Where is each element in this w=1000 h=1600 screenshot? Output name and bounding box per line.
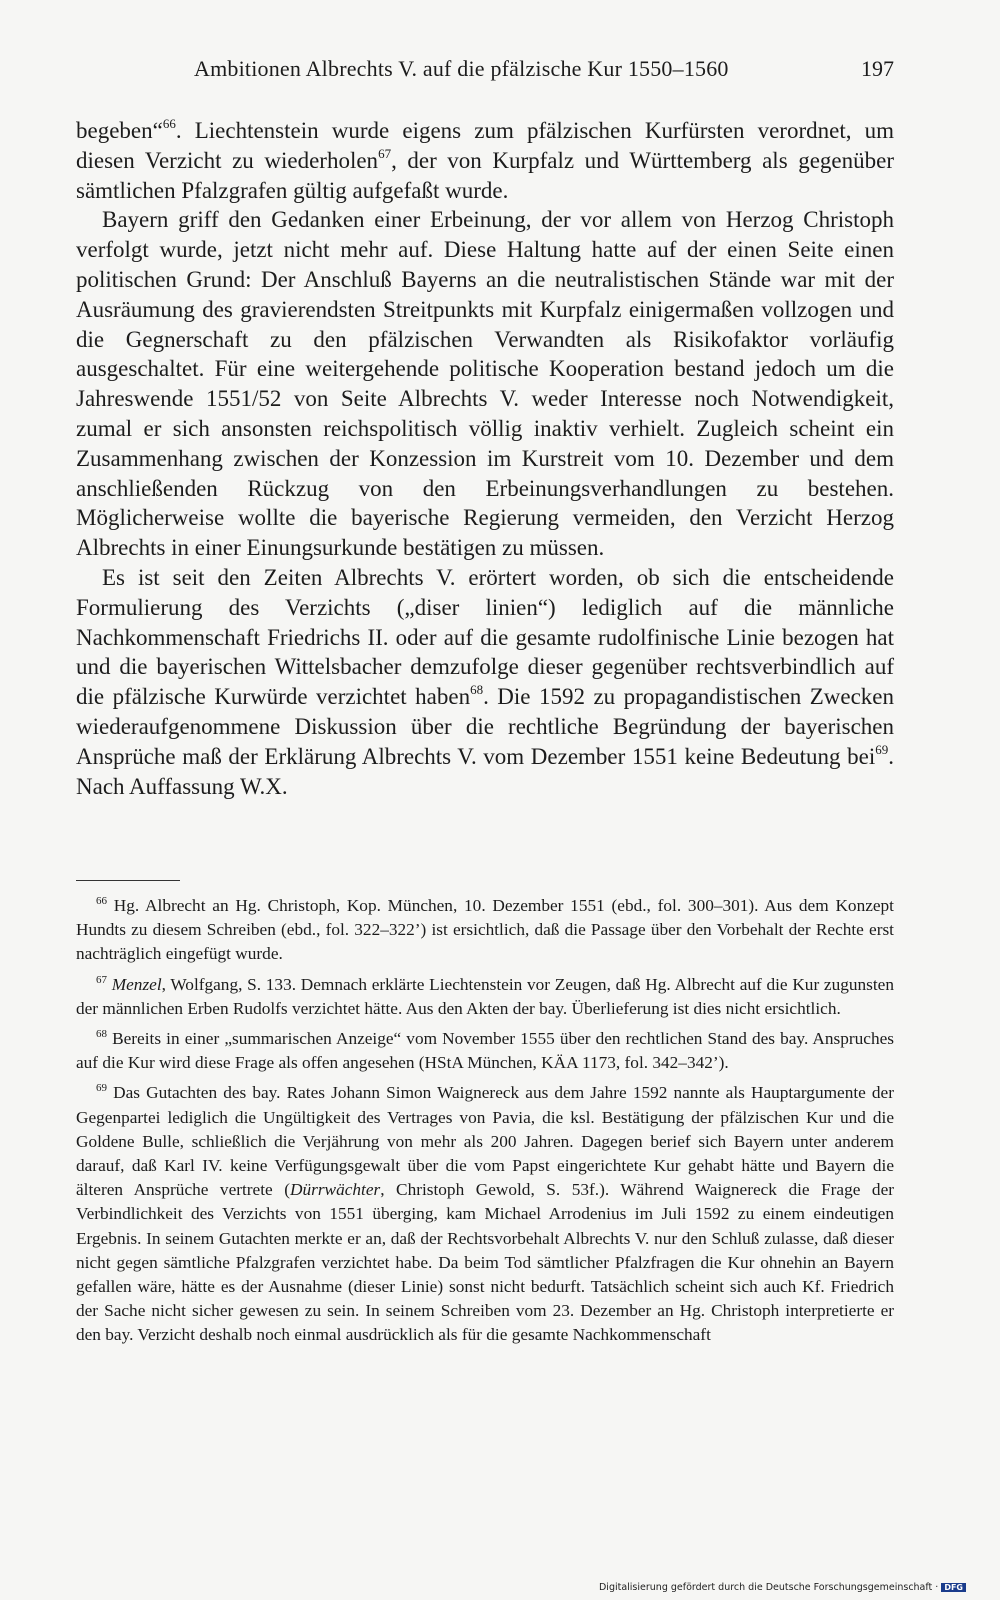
- footnote-number: 67: [96, 973, 107, 986]
- text-run: , der von Kurpfalz und Württemberg als gegenüber sämtlichen Pfalzgrafen gültig aufgefaßt wurde.: [76, 147, 894, 203]
- page-header: [76, 56, 894, 88]
- footnote-number: 68: [96, 1028, 107, 1041]
- footnote-text: Das Gutachten des bay. Rates Johann Simon Waignereck aus dem Jahre 1592 nannte als Hauptargumente der Gegenpartei lediglich die Ungültigkeit des Vertrages von Pavia, die ksl. Bestätigung der pfälzischen Kur und die Goldene Bulle, schließlich die Verjährung von mehr als 200 Jahren. Dagegen berief sich Bayern unter anderem darauf, daß Karl IV. keine Verfügungsgewalt über die vom Papst eingerichtete Kur gehabt hätte und Bayern die älteren Ansprüche vertrete (: [76, 1083, 894, 1200]
- dfg-logo-icon: DFG: [941, 1583, 966, 1592]
- footnote-number: 66: [96, 895, 107, 908]
- author-name: Menzel: [111, 974, 162, 994]
- text-run: Es ist seit den Zeiten Albrechts V. erörtert worden, ob sich die entscheidende Formulierung des Verzichts („diser linien“) lediglich auf die männliche Nachkommenschaft Friedrichs II. oder auf die gesamte rudolfinische Linie bezogen hat und die bayerischen Wittelsbacher demzufolge dieser gegenüber rechtsverbindlich auf die pfälzische Kurwürde verzichtet haben: [76, 564, 894, 710]
- text-run: . Die 1592 zu propagandistischen Zwecken wiederaufgenommene Diskussion über die rechtliche Begründung der bayerischen Ansprüche maß der Erklärung Albrechts V. vom Dezember 1551 keine Bedeutung bei: [76, 684, 894, 769]
- footnote-divider: [76, 880, 180, 881]
- paragraph-3: [76, 563, 894, 801]
- footnote-text: , Wolfgang, S. 133. Demnach erklärte Liechtenstein vor Zeugen, daß Hg. Albrecht auf die Kur zugunsten der männlichen Erben Rudolfs verzichtet hätte. Aus den Akten der bay. Überlieferung ist dies nicht ersichtlich.: [76, 974, 894, 1018]
- running-head: Ambitionen Albrechts V. auf die pfälzische Kur 1550–1560: [194, 56, 729, 81]
- main-text: [76, 116, 894, 801]
- footnote-text: Hg. Albrecht an Hg. Christoph, Kop. München, 10. Dezember 1551 (ebd., fol. 300–301). Aus dem Konzept Hundts zu diesem Schreiben (ebd., fol. 322–322’) ist ersichtlich, daß die Passage über den Vorbehalt der Rechte erst nachträglich eingefügt wurde.: [76, 896, 894, 964]
- text-run: . Liechtenstein wurde eigens zum pfälzischen Kurfürsten verordnet, um diesen Verzicht zu wiederholen: [76, 118, 894, 173]
- footnote-ref-66: 66: [162, 116, 176, 132]
- footnote-text: Bereits in einer „summarischen Anzeige“ vom November 1555 über den rechtlichen Stand des bay. Anspruches auf die Kur wird diese Frage als offen angesehen (HStA München, KÄA 1173, fol. 342–342’).: [76, 1029, 894, 1073]
- paragraph-1: [76, 116, 894, 205]
- credit-text: Digitalisierung gefördert durch die Deutsche Forschungsgemeinschaft ·: [598, 1582, 939, 1593]
- text-run: . Nach Auffassung W.X.: [76, 743, 894, 799]
- footnote-ref-68: 68: [470, 682, 484, 698]
- author-name: Dürrwächter: [289, 1180, 381, 1200]
- footnote-66: [76, 894, 894, 967]
- paragraph-2: Bayern griff den Gedanken einer Erbeinung, der vor allem von Herzog Christoph verfolgt wurde, jetzt nicht mehr auf. Diese Haltung hatte auf der einen Seite einen politischen Grund: Der Anschluß Bayerns an die neutralistischen Stände war mit der Ausräumung des gravierendsten Streitpunkts mit Kurpfalz einigermaßen vollzogen und die Gegnerschaft zu den pfälzischen Verwandten als Risikofaktor vorläufig ausgeschaltet. Für eine weitergehende politische Kooperation bestand jedoch um die Jahreswende 1551/52 von Seite Albrechts V. weder Interesse noch Notwendigkeit, zumal er sich ansonsten reichspolitisch völlig inaktiv verhielt. Zugleich scheint ein Zusammenhang zwischen der Konzession im Kurstreit vom 10. Dezember und dem anschließenden Rückzug von den Erbeinungsverhandlungen zu bestehen. Möglicherweise wollte die bayerische Regierung vermeiden, den Verzicht Herzog Albrechts in einer Einungsurkunde bestätigen zu müssen.: [76, 207, 894, 561]
- footnote-68: [76, 1027, 894, 1075]
- footnote-69: [76, 1081, 894, 1347]
- page-number: 197: [861, 56, 894, 81]
- text-run: begeben“: [76, 118, 163, 143]
- footnotes: [76, 894, 894, 1354]
- footnote-text: , Christoph Gewold, S. 53f.). Während Waignereck die Frage der Verbindlichkeit des Verzichts von 1551 überging, kam Michael Arrodenius im Juli 1592 zu einem eindeutigen Ergebnis. In seinem Gutachten merkte er an, daß der Rechtsvorbehalt Albrechts V. nur den Schluß zulasse, daß dieser nicht gegen sämtliche Pfalzgrafen verzichtet habe. Da beim Tod sämtlicher Pfalzfragen die Kur ohnehin an Bayern gefallen wäre, hätte es der Ausnahme (dieser Linie) sonst nicht bedurft. Tatsächlich scheint sich auch Kf. Friedrich der Sache nicht sicher gewesen zu sein. In seinem Schreiben vom 23. Dezember an Hg. Christoph interpretierte er den bay. Verzicht deshalb noch einmal ausdrücklich als für die gesamte Nachkommenschaft: [76, 1180, 894, 1345]
- footnote-number: 69: [96, 1082, 107, 1095]
- digitization-credit: [599, 1582, 966, 1593]
- footnote-67: [76, 973, 894, 1021]
- footnote-ref-69: 69: [875, 742, 889, 758]
- footnote-ref-67: 67: [378, 146, 392, 162]
